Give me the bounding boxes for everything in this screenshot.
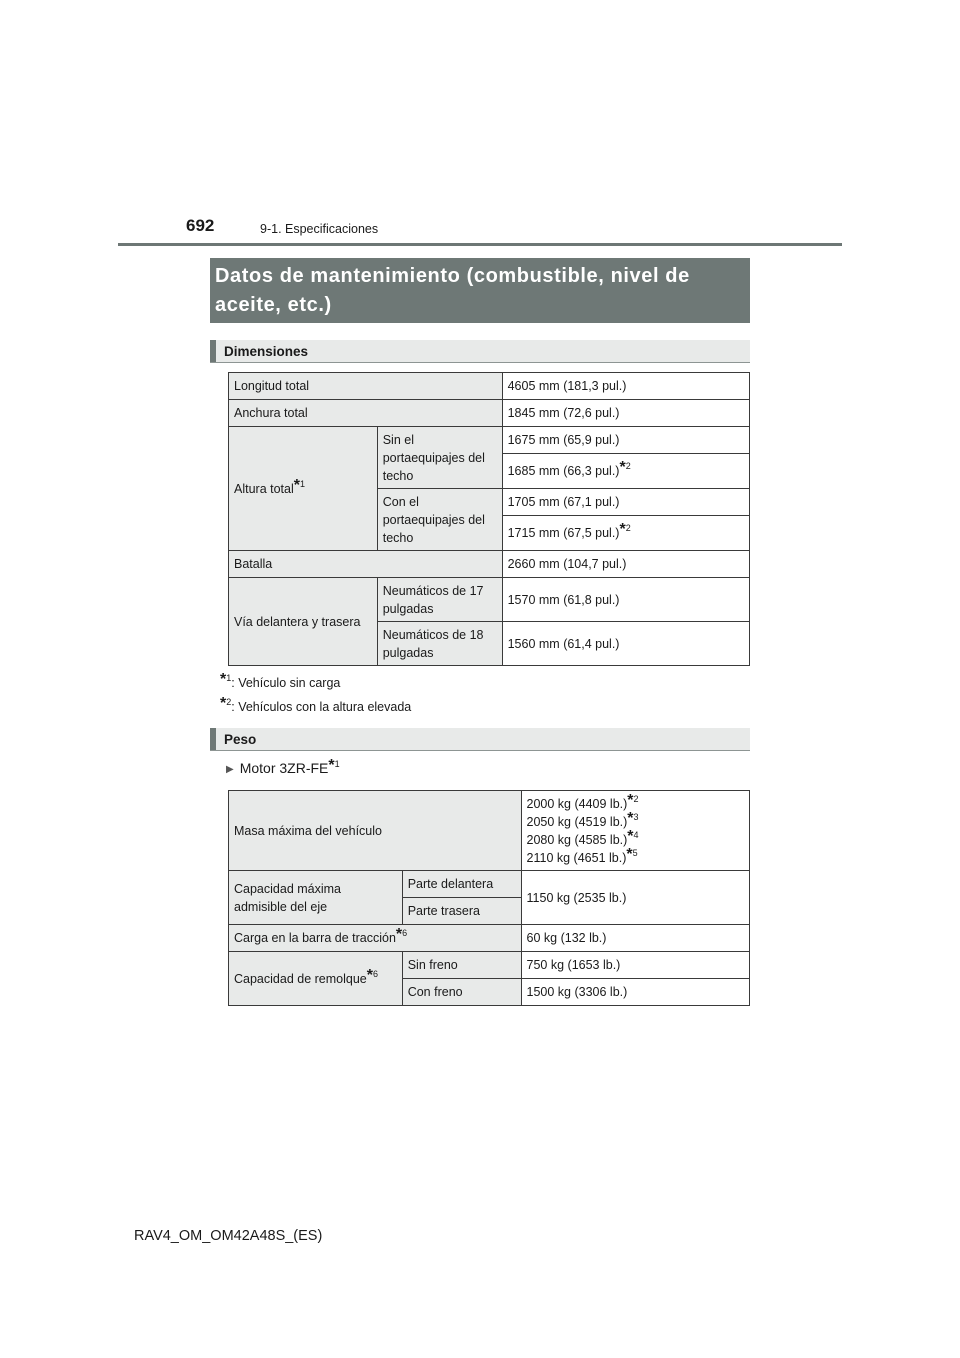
wheelbase-value: 2660 mm (104,7 pul.) [502, 551, 749, 578]
max-mass-values [521, 791, 749, 871]
table-row [229, 551, 750, 578]
tire18-value: 1560 mm (61,4 pul.) [502, 622, 749, 666]
tire17-value: 1570 mm (61,8 pul.) [502, 578, 749, 622]
axle-value: 1150 kg (2535 lb.) [521, 871, 749, 925]
width-value: 1845 mm (72,6 pul.) [502, 400, 749, 427]
engine-label: ▶ Motor 3ZR-FE*$^1$ [226, 757, 340, 776]
with-rack-label: Con el portaequipajes del techo [377, 489, 502, 551]
height-value: 1675 mm (65,9 pul.) [502, 427, 749, 454]
drawbar-label: Carga en la barra de tracción*$^6$ [229, 925, 522, 952]
towing-label: Capacidad de remolque*$^6$ [229, 952, 403, 1006]
tire18-label: Neumáticos de 18 pulgadas [377, 622, 502, 666]
table-row [229, 952, 750, 979]
table-row [229, 427, 750, 454]
page-title: Datos de mantenimiento (combustible, nivel de aceite, etc.) [210, 258, 750, 323]
length-value: 4605 mm (181,3 pul.) [502, 373, 749, 400]
table-row [229, 871, 750, 898]
with-brake-value: 1500 kg (3306 lb.) [521, 979, 749, 1006]
max-mass-label: Masa máxima del vehículo [229, 791, 522, 871]
page-number: 692 [186, 216, 215, 235]
height-value: 1705 mm (67,1 pul.) [502, 489, 749, 516]
table-row [229, 791, 750, 871]
width-label: Anchura total [229, 400, 503, 427]
weight-table [228, 790, 750, 1006]
weight-heading-text: Peso [224, 732, 257, 747]
dimensions-heading [210, 340, 750, 363]
max-mass-value: 2000 kg (4409 lb.)*$^2$ [526, 791, 639, 811]
footnote: *$^1$: Vehículo sin carga [220, 671, 341, 690]
tire17-label: Neumáticos de 17 pulgadas [377, 578, 502, 622]
height-label: Altura total*$^1$ [229, 427, 378, 551]
heading-bar [210, 340, 216, 362]
dimensions-table [228, 372, 750, 666]
weight-heading [210, 728, 750, 751]
triangle-bullet-icon: ▶ [226, 764, 234, 775]
section-reference: 9-1. Especificaciones [260, 222, 379, 236]
without-rack-label: Sin el portaequipajes del techo [377, 427, 502, 489]
front-axle-label: Parte delantera [402, 871, 521, 898]
wheelbase-label: Batalla [229, 551, 503, 578]
no-brake-label: Sin freno [402, 952, 521, 979]
max-mass-value: 2080 kg (4585 lb.)*$^4$ [526, 827, 639, 847]
height-value: 1685 mm (66,3 pul.)*$^2$ [502, 454, 749, 489]
header-rule [118, 243, 842, 246]
dimensions-heading-text: Dimensiones [224, 344, 309, 359]
no-brake-value: 750 kg (1653 lb.) [521, 952, 749, 979]
length-label: Longitud total [229, 373, 503, 400]
height-value: 1715 mm (67,5 pul.)*$^2$ [502, 516, 749, 551]
table-row [229, 400, 750, 427]
drawbar-value: 60 kg (132 lb.) [521, 925, 749, 952]
max-mass-value: 2050 kg (4519 lb.)*$^3$ [526, 809, 639, 829]
rear-axle-label: Parte trasera [402, 898, 521, 925]
footer-code: RAV4_OM_OM42A48S_(ES) [134, 1228, 323, 1244]
axle-label: Capacidad máxima admisible del eje [229, 871, 403, 925]
table-row [229, 925, 750, 952]
table-row [229, 373, 750, 400]
track-label: Vía delantera y trasera [229, 578, 378, 666]
with-brake-label: Con freno [402, 979, 521, 1006]
max-mass-value: 2110 kg (4651 lb.)*$^5$ [526, 845, 638, 865]
footnote: *$^2$: Vehículos con la altura elevada [220, 695, 412, 714]
heading-bar [210, 728, 216, 750]
table-row [229, 578, 750, 622]
